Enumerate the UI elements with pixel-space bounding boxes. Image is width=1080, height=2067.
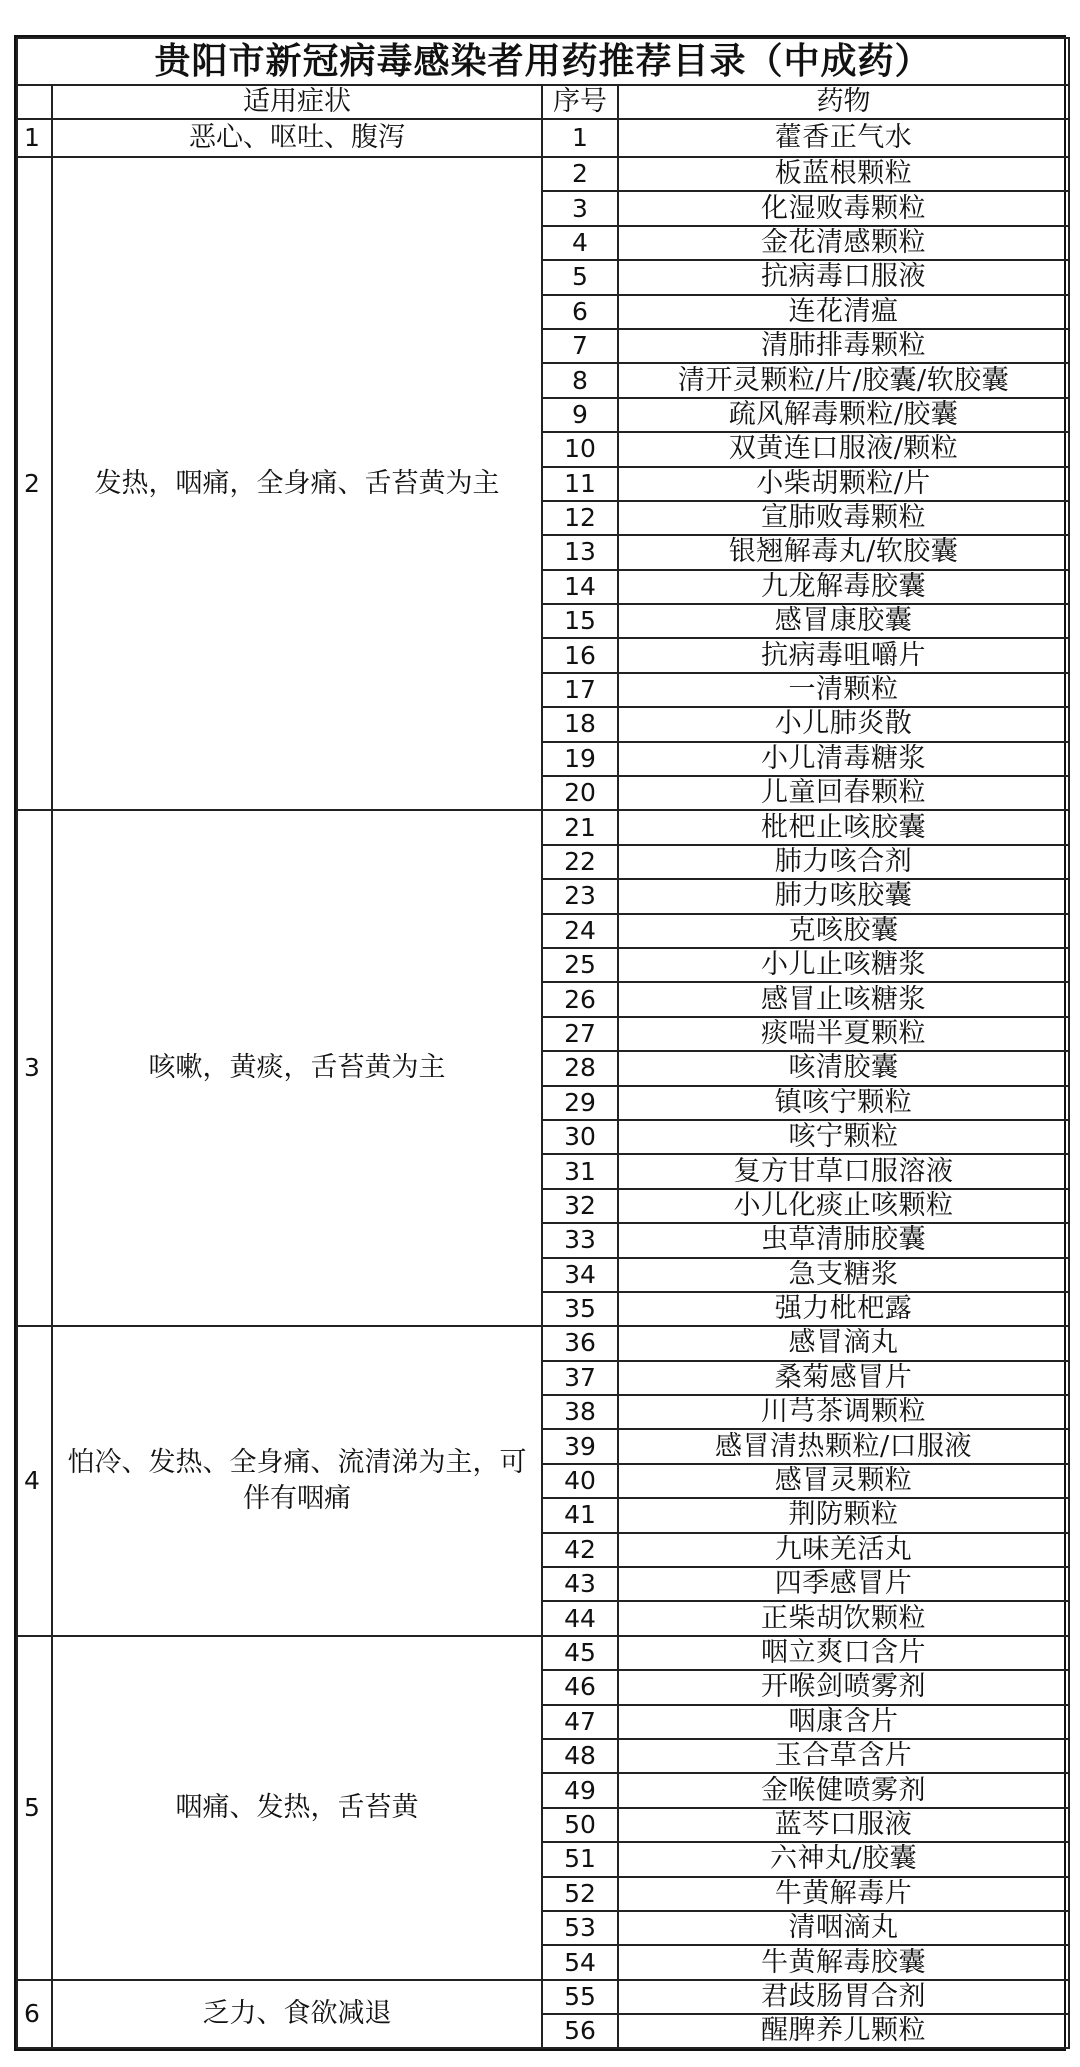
drug-name: 连花清瘟 [618, 295, 1069, 329]
table-body [17, 38, 1069, 2048]
drug-name: 四季感冒片 [618, 1567, 1069, 1601]
drug-name: 咳清胶囊 [618, 1051, 1069, 1085]
drug-number: 52 [542, 1877, 618, 1911]
drug-number: 29 [542, 1086, 618, 1120]
drug-number: 37 [542, 1361, 618, 1395]
drug-number: 53 [542, 1911, 618, 1945]
drug-name: 虫草清肺胶囊 [618, 1223, 1069, 1257]
drug-number: 17 [542, 673, 618, 707]
drug-number: 50 [542, 1808, 618, 1842]
drug-number: 33 [542, 1223, 618, 1257]
drug-name: 复方甘草口服溶液 [618, 1154, 1069, 1188]
drug-name: 银翘解毒丸/软胶囊 [618, 535, 1069, 569]
drug-name: 儿童回春颗粒 [618, 776, 1069, 810]
drug-number: 15 [542, 604, 618, 638]
drug-number: 24 [542, 914, 618, 948]
drug-number: 27 [542, 1017, 618, 1051]
drug-number: 18 [542, 707, 618, 741]
drug-name: 疏风解毒颗粒/胶囊 [618, 398, 1069, 432]
header-symptom: 适用症状 [52, 85, 542, 119]
group-index: 6 [17, 1980, 52, 2049]
page-title: 贵阳市新冠病毒感染者用药推荐目录（中成药） [17, 38, 1069, 85]
drug-name: 双黄连口服液/颗粒 [618, 432, 1069, 466]
drug-name: 肺力咳胶囊 [618, 879, 1069, 913]
group-index: 1 [17, 119, 52, 157]
drug-name: 正柴胡饮颗粒 [618, 1601, 1069, 1635]
drug-number: 28 [542, 1051, 618, 1085]
drug-number: 26 [542, 982, 618, 1016]
drug-name: 六神丸/胶囊 [618, 1842, 1069, 1876]
medicine-table [16, 37, 1070, 2049]
drug-name: 强力枇杷露 [618, 1292, 1069, 1326]
drug-name: 金喉健喷雾剂 [618, 1773, 1069, 1807]
drug-number: 44 [542, 1601, 618, 1635]
drug-name: 感冒清热颗粒/口服液 [618, 1429, 1069, 1463]
drug-name: 川芎茶调颗粒 [618, 1395, 1069, 1429]
drug-name: 咽康含片 [618, 1705, 1069, 1739]
drug-name: 肺力咳合剂 [618, 845, 1069, 879]
drug-number: 47 [542, 1705, 618, 1739]
drug-number: 38 [542, 1395, 618, 1429]
drug-name: 抗病毒口服液 [618, 260, 1069, 294]
drug-name: 痰喘半夏颗粒 [618, 1017, 1069, 1051]
drug-number: 11 [542, 467, 618, 501]
group-index: 2 [17, 157, 52, 810]
drug-name: 醒脾养儿颗粒 [618, 2014, 1069, 2048]
drug-name: 君歧肠胃合剂 [618, 1980, 1069, 2014]
drug-number: 9 [542, 398, 618, 432]
group-symptom: 发热，咽痛，全身痛、舌苔黄为主 [52, 157, 542, 810]
drug-number: 48 [542, 1739, 618, 1773]
drug-number: 49 [542, 1773, 618, 1807]
drug-name: 抗病毒咀嚼片 [618, 638, 1069, 672]
drug-name: 感冒康胶囊 [618, 604, 1069, 638]
drug-number: 10 [542, 432, 618, 466]
drug-number: 54 [542, 1945, 618, 1979]
table-row [17, 157, 1069, 191]
group-index: 3 [17, 810, 52, 1326]
drug-number: 39 [542, 1429, 618, 1463]
drug-number: 23 [542, 879, 618, 913]
drug-number: 30 [542, 1120, 618, 1154]
drug-name: 牛黄解毒胶囊 [618, 1945, 1069, 1979]
group-index: 4 [17, 1326, 52, 1636]
drug-number: 56 [542, 2014, 618, 2048]
drug-name: 克咳胶囊 [618, 914, 1069, 948]
drug-name: 感冒灵颗粒 [618, 1464, 1069, 1498]
drug-name: 小儿清毒糖浆 [618, 742, 1069, 776]
table-row [17, 119, 1069, 157]
table-row [17, 1980, 1069, 2014]
medicine-catalog-sheet [14, 35, 1066, 2051]
drug-name: 清肺排毒颗粒 [618, 329, 1069, 363]
drug-number: 51 [542, 1842, 618, 1876]
drug-number: 25 [542, 948, 618, 982]
table-row [17, 1636, 1069, 1670]
drug-number: 12 [542, 501, 618, 535]
drug-name: 感冒滴丸 [618, 1326, 1069, 1360]
drug-name: 咽立爽口含片 [618, 1636, 1069, 1670]
group-symptom: 怕冷、发热、全身痛、流清涕为主，可伴有咽痛 [52, 1326, 542, 1636]
drug-name: 清咽滴丸 [618, 1911, 1069, 1945]
drug-name: 荆防颗粒 [618, 1498, 1069, 1532]
drug-number: 34 [542, 1258, 618, 1292]
drug-name: 牛黄解毒片 [618, 1877, 1069, 1911]
group-symptom: 恶心、呕吐、腹泻 [52, 119, 542, 157]
drug-number: 43 [542, 1567, 618, 1601]
drug-name: 化湿败毒颗粒 [618, 191, 1069, 225]
drug-number: 8 [542, 363, 618, 397]
drug-number: 22 [542, 845, 618, 879]
drug-name: 玉合草含片 [618, 1739, 1069, 1773]
group-symptom: 乏力、食欲减退 [52, 1980, 542, 2049]
header-blank [17, 85, 52, 119]
drug-name: 板蓝根颗粒 [618, 157, 1069, 191]
drug-number: 21 [542, 810, 618, 844]
drug-name: 桑菊感冒片 [618, 1361, 1069, 1395]
drug-name: 藿香正气水 [618, 119, 1069, 157]
drug-name: 蓝芩口服液 [618, 1808, 1069, 1842]
drug-number: 45 [542, 1636, 618, 1670]
header-drug: 药物 [618, 85, 1069, 119]
drug-number: 13 [542, 535, 618, 569]
drug-number: 46 [542, 1670, 618, 1704]
header-seq: 序号 [542, 85, 618, 119]
group-symptom: 咳嗽，黄痰，舌苔黄为主 [52, 810, 542, 1326]
drug-number: 32 [542, 1189, 618, 1223]
drug-number: 7 [542, 329, 618, 363]
drug-name: 感冒止咳糖浆 [618, 982, 1069, 1016]
drug-number: 1 [542, 119, 618, 157]
drug-number: 3 [542, 191, 618, 225]
group-index: 5 [17, 1636, 52, 1980]
drug-name: 九味羌活丸 [618, 1533, 1069, 1567]
drug-number: 14 [542, 570, 618, 604]
title-row [17, 38, 1069, 85]
drug-number: 6 [542, 295, 618, 329]
table-row [17, 1326, 1069, 1360]
drug-name: 清开灵颗粒/片/胶囊/软胶囊 [618, 363, 1069, 397]
drug-name: 小儿止咳糖浆 [618, 948, 1069, 982]
drug-name: 开喉剑喷雾剂 [618, 1670, 1069, 1704]
drug-number: 42 [542, 1533, 618, 1567]
drug-number: 36 [542, 1326, 618, 1360]
drug-name: 一清颗粒 [618, 673, 1069, 707]
drug-number: 16 [542, 638, 618, 672]
drug-name: 咳宁颗粒 [618, 1120, 1069, 1154]
drug-number: 41 [542, 1498, 618, 1532]
drug-name: 枇杷止咳胶囊 [618, 810, 1069, 844]
drug-name: 镇咳宁颗粒 [618, 1086, 1069, 1120]
drug-number: 4 [542, 226, 618, 260]
drug-name: 金花清感颗粒 [618, 226, 1069, 260]
drug-number: 55 [542, 1980, 618, 2014]
drug-number: 35 [542, 1292, 618, 1326]
group-symptom: 咽痛、发热，舌苔黄 [52, 1636, 542, 1980]
drug-number: 40 [542, 1464, 618, 1498]
drug-name: 小儿化痰止咳颗粒 [618, 1189, 1069, 1223]
drug-number: 2 [542, 157, 618, 191]
drug-name: 宣肺败毒颗粒 [618, 501, 1069, 535]
drug-number: 5 [542, 260, 618, 294]
drug-name: 小儿肺炎散 [618, 707, 1069, 741]
drug-number: 20 [542, 776, 618, 810]
drug-name: 九龙解毒胶囊 [618, 570, 1069, 604]
drug-name: 急支糖浆 [618, 1258, 1069, 1292]
drug-number: 31 [542, 1154, 618, 1188]
header-row [17, 85, 1069, 119]
drug-number: 19 [542, 742, 618, 776]
drug-name: 小柴胡颗粒/片 [618, 467, 1069, 501]
table-row [17, 810, 1069, 844]
